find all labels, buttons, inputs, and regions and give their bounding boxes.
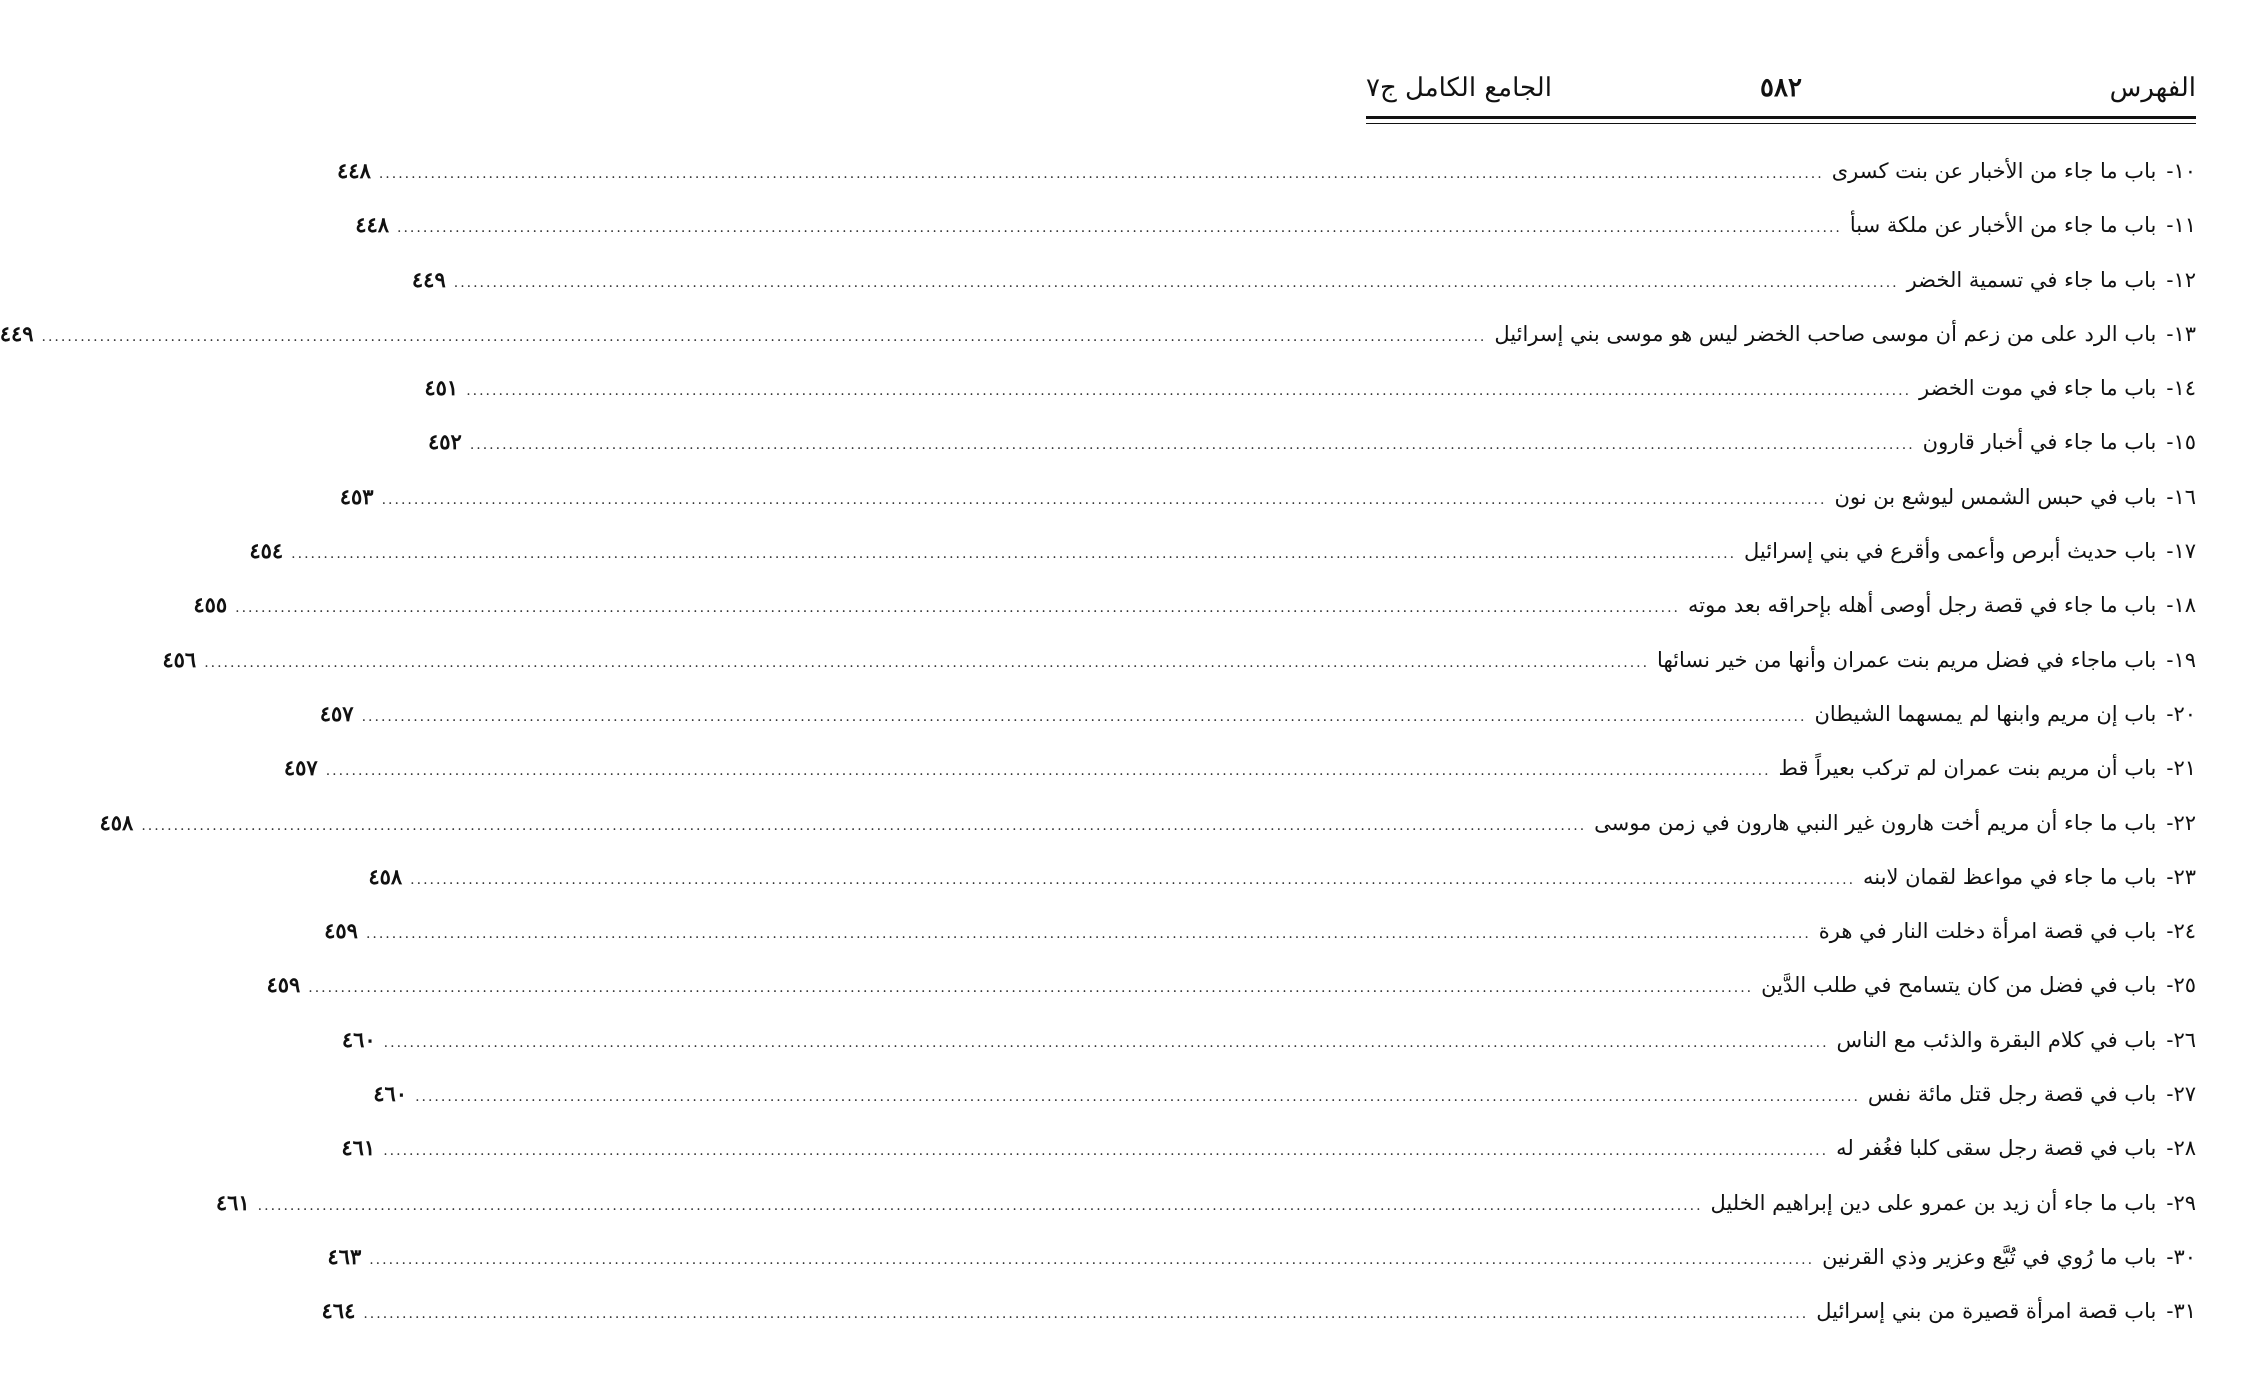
entry-title: باب ما جاء في أخبار قارون (1922, 430, 2157, 455)
entry-title: باب ما جاء في موت الخضر (1919, 376, 2157, 401)
entry-title: باب في حبس الشمس ليوشع بن نون (1834, 484, 2157, 509)
dot-leader (369, 1233, 1814, 1287)
entry-number: ٢٦- (2166, 1027, 2196, 1052)
dot-leader (454, 256, 1899, 310)
entry-page-number: ٤٥٩ (266, 972, 301, 998)
entry-title: باب ما جاء في تسمية الخضر (1906, 267, 2157, 292)
entry-number: ١١- (2166, 213, 2196, 238)
entry-page-number: ٤٥١ (424, 375, 459, 401)
dot-leader (204, 636, 1649, 690)
entry-number: ٢٧- (2166, 1082, 2196, 1107)
entry-page-number: ٤٤٩ (0, 320, 34, 346)
dot-leader (258, 1179, 1703, 1233)
dot-leader (384, 1016, 1829, 1070)
entry-title: باب ما جاء من الأخبار عن ملكة سبأ (1849, 213, 2157, 238)
entry-page-number: ٤٦١ (341, 1135, 376, 1161)
entry-number: ١٣- (2166, 321, 2196, 346)
entry-page-number: ٤٦٣ (327, 1243, 362, 1269)
entry-title: باب ما جاء أن زيد بن عمرو على دين إبراهيم الخليل (1710, 1190, 2157, 1215)
section-title: الفهرس (2109, 73, 2196, 103)
entry-page-number: ٤٥٨ (368, 863, 403, 889)
entry-page-number: ٤٤٨ (355, 212, 390, 238)
dot-leader (410, 853, 1855, 907)
entry-page-number: ٤٤٨ (337, 158, 371, 183)
entry-title: باب ما جاء في قصة رجل أوصى أهله بإحراقه بعد موته (1688, 593, 2157, 618)
entry-number: ٢٩- (2166, 1190, 2196, 1215)
dot-leader (415, 1070, 1860, 1124)
entry-number: ٢٥- (2166, 973, 2196, 998)
toc-entry (327, 1230, 2196, 1284)
entry-number: ١٨- (2166, 593, 2196, 618)
entry-title: باب حديث أبرص وأعمى وأقرع في بني إسرائيل (1744, 539, 2157, 564)
page-number: ٥٨٢ (1760, 73, 1802, 103)
entry-number: ٢٨- (2166, 1136, 2196, 1161)
entry-number: ٢٤- (2166, 919, 2196, 944)
entry-number: ٣٠- (2166, 1244, 2196, 1269)
dot-leader (466, 364, 1911, 418)
toc-entry (266, 958, 2196, 1012)
toc-entry (355, 198, 2196, 252)
entry-number: ٢١- (2166, 756, 2196, 781)
entry-page-number: ٤٥٨ (99, 809, 134, 835)
entry-page-number: ٤٥٧ (283, 755, 318, 781)
dot-leader (366, 907, 1811, 961)
entry-page-number: ٤٦٠ (341, 1026, 376, 1052)
page-header (1366, 70, 2196, 110)
entry-title: باب ما جاء أن مريم أخت هارون غير النبي هارون في زمن موسى (1594, 810, 2157, 835)
entry-number: ١٥- (2166, 430, 2196, 455)
entry-title: باب في كلام البقرة والذئب مع الناس (1836, 1027, 2157, 1052)
entry-page-number: ٤٦٠ (373, 1081, 408, 1107)
entry-page-number: ٤٥٥ (193, 592, 228, 618)
toc-entry (0, 307, 2196, 361)
toc-entry (319, 687, 2196, 741)
entry-title: باب في قصة امرأة دخلت النار في هرة (1818, 919, 2157, 944)
entry-page-number: ٤٥٧ (319, 700, 354, 726)
toc-entry (283, 741, 2196, 795)
dot-leader (397, 201, 1842, 255)
toc-entry (215, 1176, 2196, 1230)
toc-entry (337, 144, 2196, 198)
entry-title: باب ما جاء في مواعظ لقمان لابنه (1863, 864, 2157, 889)
table-of-contents (0, 144, 2196, 1339)
entry-page-number: ٤٥٩ (324, 918, 358, 944)
header-rule-thin (1366, 123, 2196, 124)
entry-number: ٣١- (2166, 1299, 2196, 1324)
entry-page-number: ٤٥٣ (339, 483, 374, 509)
entry-title: باب الرد على من زعم أن موسى صاحب الخضر ليس هو موسى بني إسرائيل (1494, 321, 2157, 346)
dot-leader (42, 310, 1487, 364)
entry-number: ١٩- (2166, 647, 2196, 672)
entry-title: باب في قصة رجل قتل مائة نفس (1867, 1082, 2157, 1107)
book-title: الجامع الكامل ج٧ (1366, 73, 1552, 103)
entry-page-number: ٤٥٦ (162, 646, 197, 672)
toc-entry (373, 1067, 2196, 1121)
entry-number: ١٤- (2166, 376, 2196, 401)
entry-number: ٢٠- (2166, 701, 2196, 726)
toc-entry (249, 524, 2196, 578)
toc-entry (99, 796, 2196, 850)
entry-title: باب قصة امرأة قصيرة من بني إسرائيل (1816, 1299, 2157, 1324)
entry-title: باب ماجاء في فضل مريم بنت عمران وأنها من خير نسائها (1657, 647, 2157, 672)
entry-title: باب في فضل من كان يتسامح في طلب الدَّين (1761, 973, 2157, 998)
entry-number: ١٧- (2166, 539, 2196, 564)
entry-page-number: ٤٥٢ (427, 429, 462, 455)
toc-entry (341, 1121, 2196, 1175)
entry-title: باب ما رُوي في تُبَّع وعزير وذي القرنين (1822, 1244, 2157, 1269)
dot-leader (382, 473, 1827, 527)
dot-leader (326, 744, 1771, 798)
dot-leader (308, 961, 1753, 1015)
dot-leader (383, 1124, 1828, 1178)
entry-number: ٢٢- (2166, 810, 2196, 835)
entry-title: باب أن مريم بنت عمران لم تركب بعيراً قط (1778, 756, 2157, 781)
toc-entry (424, 361, 2196, 415)
toc-entry (324, 904, 2196, 958)
entry-title: باب إن مريم وابنها لم يمسهما الشيطان (1814, 701, 2157, 726)
toc-entry (368, 850, 2196, 904)
entry-title: باب في قصة رجل سقى كلبا فغُفر له (1836, 1136, 2157, 1161)
toc-entry (341, 1013, 2196, 1067)
entry-number: ١٦- (2166, 484, 2196, 509)
entry-page-number: ٤٥٤ (249, 538, 284, 564)
entry-page-number: ٤٤٩ (411, 266, 446, 292)
entry-page-number: ٤٦١ (215, 1189, 250, 1215)
dot-leader (362, 690, 1807, 744)
entry-page-number: ٤٦٤ (321, 1298, 356, 1324)
toc-entry (193, 578, 2196, 632)
toc-entry (162, 633, 2196, 687)
dot-leader (291, 527, 1736, 581)
entry-number: ٢٣- (2166, 864, 2196, 889)
dot-leader (141, 799, 1586, 853)
dot-leader (363, 1287, 1808, 1341)
dot-leader (235, 581, 1680, 635)
entry-title: باب ما جاء من الأخبار عن بنت كسرى (1831, 159, 2157, 183)
toc-entry (427, 415, 2196, 469)
header-rule-thick (1366, 116, 2196, 119)
entry-number: ١٢- (2166, 267, 2196, 292)
entry-number: ١٠- (2166, 159, 2196, 183)
dot-leader (470, 418, 1915, 472)
toc-entry (321, 1284, 2196, 1338)
toc-entry (411, 253, 2196, 307)
toc-entry (339, 470, 2196, 524)
dot-leader (379, 147, 1824, 201)
